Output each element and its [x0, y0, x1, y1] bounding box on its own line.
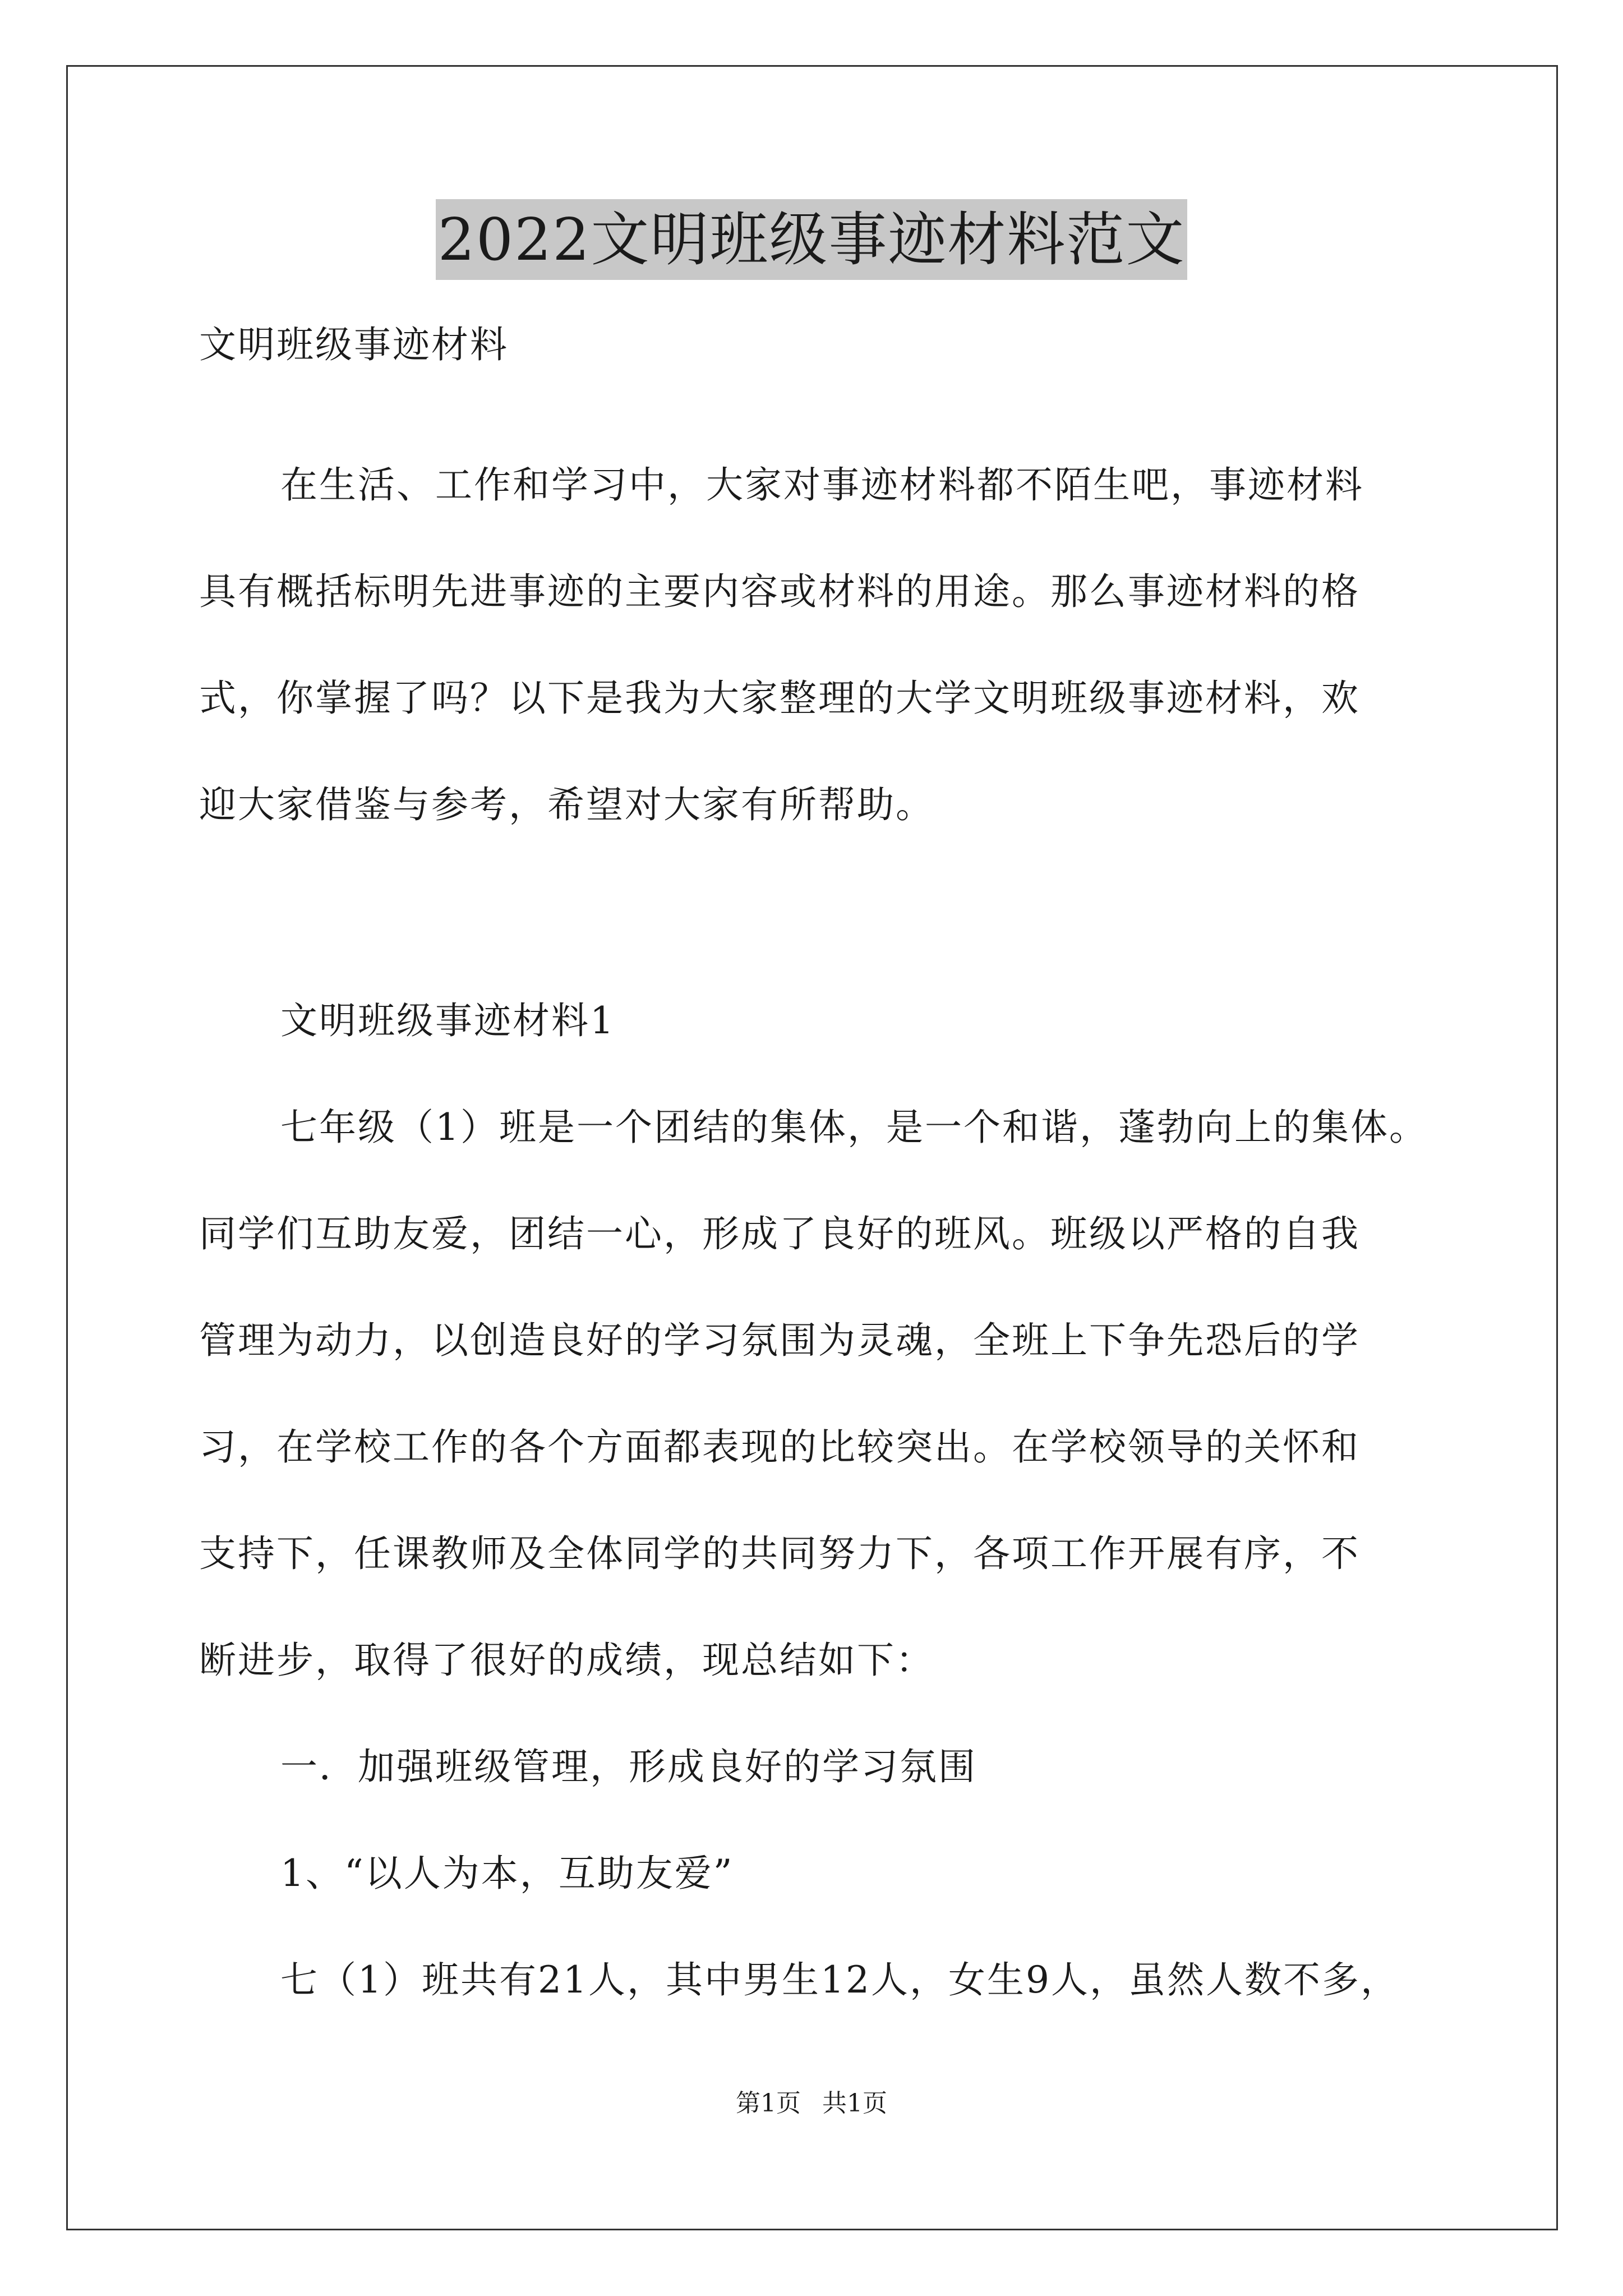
paragraph-line: 在生活、工作和学习中，大家对事迹材料都不陌生吧，事迹材料: [280, 463, 1364, 507]
section-heading: 文明班级事迹材料: [199, 323, 509, 366]
paragraph-line: 七（1）班共有21人，其中男生12人，女生9人，虽然人数不多，: [280, 1958, 1399, 2001]
page-count: 共1页: [822, 2089, 887, 2118]
paragraph-line: 迎大家借鉴与参考，希望对大家有所帮助。: [199, 783, 934, 826]
paragraph-line: 断进步，取得了很好的成绩，现总结如下：: [199, 1639, 934, 1682]
paragraph-line: 同学们互助友爱，团结一心，形成了良好的班风。班级以严格的自我: [199, 1212, 1360, 1255]
paragraph-line: 管理为动力，以创造良好的学习氛围为灵魂，全班上下争先恐后的学: [199, 1319, 1360, 1362]
document-title: 2022文明班级事迹材料范文: [436, 199, 1188, 280]
list-heading: 一．加强班级管理，形成良好的学习氛围: [280, 1745, 977, 1788]
page-footer: [0, 2087, 1623, 2120]
page-number: 第1页: [736, 2089, 801, 2118]
list-item: 1、“以人为本，互助友爱”: [280, 1852, 734, 1895]
title-wrap: [0, 199, 1623, 280]
paragraph-line: 式，你掌握了吗？以下是我为大家整理的大学文明班级事迹材料，欢: [199, 677, 1360, 720]
paragraph-line: 支持下，任课教师及全体同学的共同努力下，各项工作开展有序，不: [199, 1532, 1360, 1575]
paragraph-line: 具有概括标明先进事迹的主要内容或材料的用途。那么事迹材料的格: [199, 570, 1360, 613]
paragraph-line: 习，在学校工作的各个方面都表现的比较突出。在学校领导的关怀和: [199, 1425, 1360, 1469]
subsection-heading: 文明班级事迹材料1: [280, 999, 615, 1042]
paragraph-line: 七年级（1）班是一个团结的集体，是一个和谐，蓬勃向上的集体。: [280, 1106, 1428, 1149]
